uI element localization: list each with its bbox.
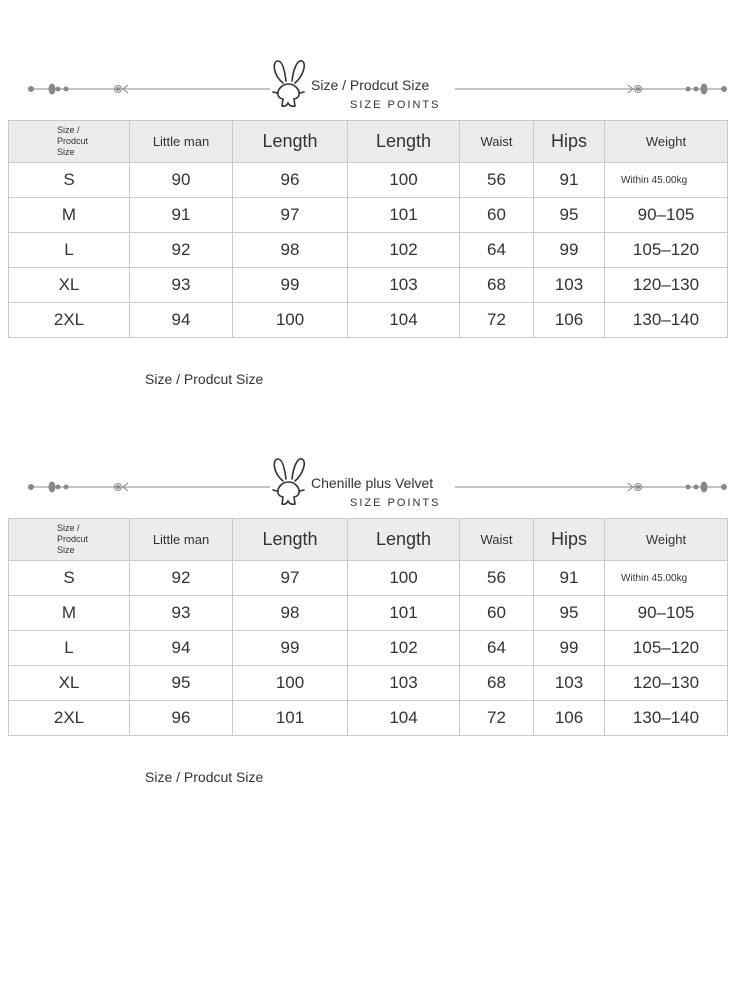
table-cell: 90–105 [605, 596, 728, 631]
size-table [8, 120, 728, 338]
table-cell: 95 [130, 666, 233, 701]
table-cell: 91 [534, 561, 605, 596]
section-caption: Size / Prodcut Size [145, 769, 264, 785]
table-cell: 120–130 [605, 666, 728, 701]
table-cell: 130–140 [605, 303, 728, 338]
table-cell: 90–105 [605, 198, 728, 233]
table-cell: 103 [534, 666, 605, 701]
table-row [9, 233, 728, 268]
table-cell: 92 [130, 233, 233, 268]
table-cell: 2XL [9, 303, 130, 338]
table-cell: S [9, 163, 130, 198]
column-header: Length [233, 519, 348, 561]
table-cell: 72 [460, 701, 534, 736]
table-cell: 93 [130, 268, 233, 303]
table-cell: 103 [348, 666, 460, 701]
table-cell: 72 [460, 303, 534, 338]
table-cell: 98 [233, 596, 348, 631]
table-cell: Within 45.00kg [605, 163, 728, 198]
column-header: Size / Prodcut Size [9, 121, 130, 163]
table-cell: 100 [233, 666, 348, 701]
table-cell: 100 [348, 163, 460, 198]
size-table [8, 518, 728, 736]
table-cell: XL [9, 268, 130, 303]
section-title: Size / Prodcut Size [311, 77, 430, 93]
column-header: Hips [534, 121, 605, 163]
table-cell: 68 [460, 666, 534, 701]
table-cell: 97 [233, 561, 348, 596]
column-header: Waist [460, 519, 534, 561]
table-cell: 64 [460, 631, 534, 666]
section-banner [0, 59, 750, 119]
table-cell: 95 [534, 198, 605, 233]
column-header: Length [348, 519, 460, 561]
table-cell: 100 [348, 561, 460, 596]
table-cell: 64 [460, 233, 534, 268]
column-header: Length [233, 121, 348, 163]
column-header: Hips [534, 519, 605, 561]
table-row [9, 596, 728, 631]
section-caption: Size / Prodcut Size [145, 371, 264, 387]
table-cell: 99 [233, 268, 348, 303]
table-cell: M [9, 198, 130, 233]
table-cell: 91 [130, 198, 233, 233]
table-cell: 99 [534, 233, 605, 268]
table-cell: 91 [534, 163, 605, 198]
table-cell: 56 [460, 163, 534, 198]
table-cell: 68 [460, 268, 534, 303]
table-cell: 104 [348, 303, 460, 338]
table-cell: 90 [130, 163, 233, 198]
column-header: Length [348, 121, 460, 163]
table-cell: 97 [233, 198, 348, 233]
table-cell: 60 [460, 596, 534, 631]
table-cell: 93 [130, 596, 233, 631]
column-header: Little man [130, 121, 233, 163]
table-cell: 103 [534, 268, 605, 303]
table-cell: 2XL [9, 701, 130, 736]
table-cell: 103 [348, 268, 460, 303]
table-cell: XL [9, 666, 130, 701]
table-row [9, 561, 728, 596]
table-cell: 105–120 [605, 631, 728, 666]
table-cell: 105–120 [605, 233, 728, 268]
section-banner [0, 457, 750, 517]
section-subtitle: SIZE POINTS [350, 99, 441, 111]
rabbit-icon [270, 59, 306, 111]
column-header: Waist [460, 121, 534, 163]
table-cell: 99 [534, 631, 605, 666]
table-cell: 130–140 [605, 701, 728, 736]
table-cell: 94 [130, 631, 233, 666]
rabbit-icon [270, 457, 306, 509]
table-cell: 101 [348, 198, 460, 233]
table-cell: L [9, 631, 130, 666]
table-cell: 56 [460, 561, 534, 596]
column-header: Little man [130, 519, 233, 561]
table-cell: 95 [534, 596, 605, 631]
table-cell: 120–130 [605, 268, 728, 303]
table-row [9, 198, 728, 233]
table-row [9, 303, 728, 338]
table-cell: M [9, 596, 130, 631]
section-subtitle: SIZE POINTS [350, 497, 441, 509]
table-cell: 104 [348, 701, 460, 736]
column-header: Weight [605, 121, 728, 163]
table-row [9, 666, 728, 701]
table-cell: 102 [348, 233, 460, 268]
table-cell: 96 [233, 163, 348, 198]
table-row [9, 268, 728, 303]
table-cell: 100 [233, 303, 348, 338]
table-cell: Within 45.00kg [605, 561, 728, 596]
table-row [9, 163, 728, 198]
table-cell: 102 [348, 631, 460, 666]
table-cell: 101 [348, 596, 460, 631]
table-row [9, 631, 728, 666]
column-header: Weight [605, 519, 728, 561]
table-cell: S [9, 561, 130, 596]
table-header-row [9, 519, 728, 561]
table-cell: 94 [130, 303, 233, 338]
section-title: Chenille plus Velvet [311, 475, 434, 491]
table-cell: 98 [233, 233, 348, 268]
column-header: Size / Prodcut Size [9, 519, 130, 561]
table-header-row [9, 121, 728, 163]
table-cell: 101 [233, 701, 348, 736]
table-cell: 92 [130, 561, 233, 596]
table-cell: L [9, 233, 130, 268]
table-cell: 60 [460, 198, 534, 233]
table-cell: 106 [534, 701, 605, 736]
table-cell: 99 [233, 631, 348, 666]
table-cell: 96 [130, 701, 233, 736]
table-row [9, 701, 728, 736]
table-cell: 106 [534, 303, 605, 338]
